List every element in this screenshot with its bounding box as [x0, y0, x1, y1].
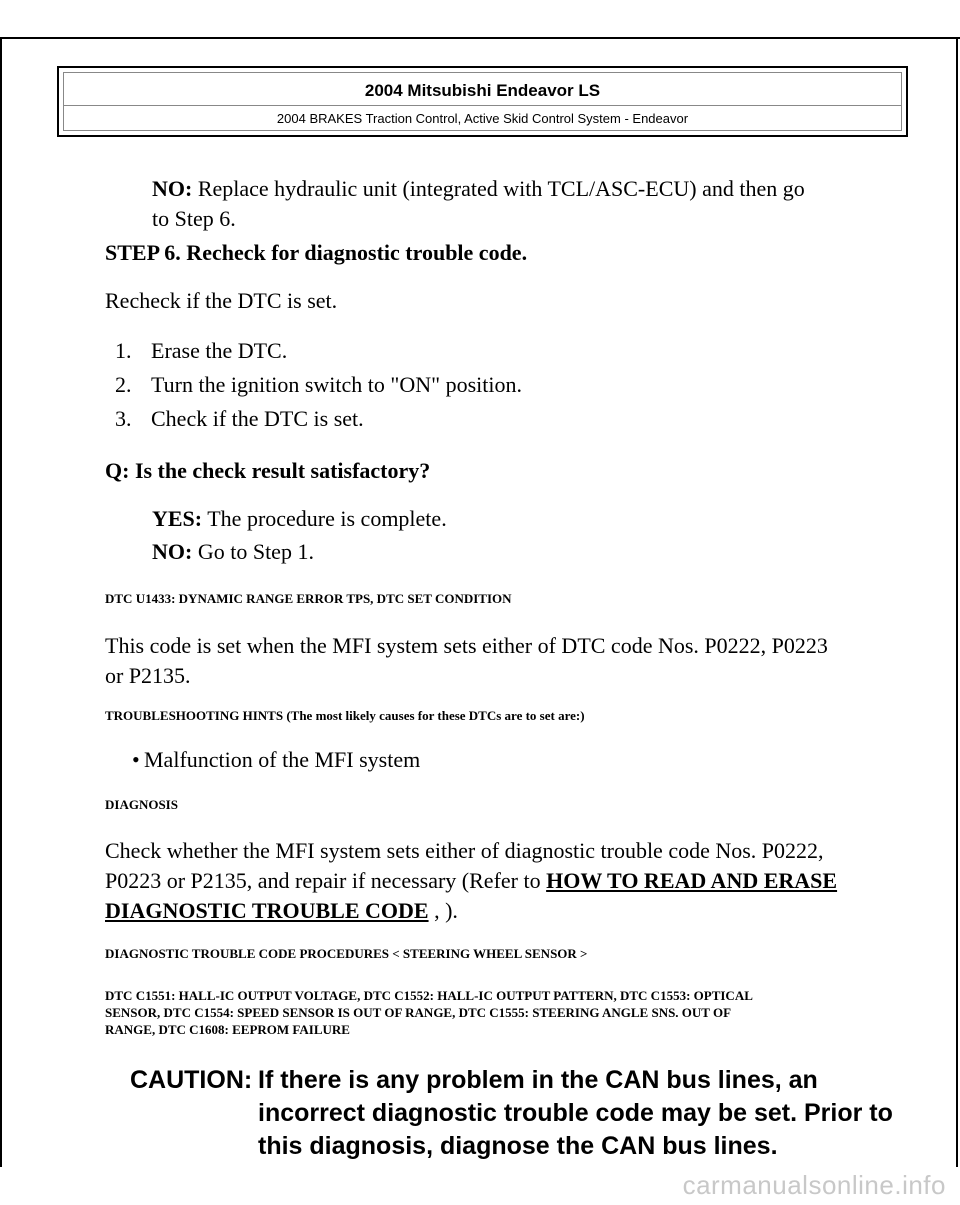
diagnosis-paragraph-line-1: Check whether the MFI system sets either of diagnostic trouble code Nos. P0222,: [105, 838, 824, 863]
caution-line-2: incorrect diagnostic trouble code may be set. Prior to: [258, 1099, 893, 1127]
step-item-1: [115, 338, 288, 364]
no-label: NO:: [152, 539, 193, 564]
diagnosis-heading: DIAGNOSIS: [105, 797, 178, 812]
bullet-item: [132, 747, 421, 773]
yes-label: YES:: [152, 506, 203, 531]
step-item-2: [115, 372, 523, 398]
diagnosis-paragraph-text: P0223 or P2135, and repair if necessary (Refer to: [105, 868, 541, 893]
step-item-3: [115, 406, 364, 432]
step-number: 3.: [115, 406, 132, 431]
yes-text: The procedure is complete.: [207, 506, 447, 531]
step-text: Check if the DTC is set.: [151, 406, 364, 431]
document-header: [57, 66, 908, 137]
caution-line-1: If there is any problem in the CAN bus lines, an: [258, 1066, 818, 1094]
dtc-u1433-heading: DTC U1433: DYNAMIC RANGE ERROR TPS, DTC SET CONDITION: [105, 591, 512, 606]
diagnosis-paragraph-line-3: [105, 898, 458, 924]
page-frame-right: [956, 37, 958, 1167]
no-text: Go to Step 1.: [197, 539, 314, 564]
step-text: Erase the DTC.: [151, 338, 288, 363]
caution-line-3: this diagnosis, diagnose the CAN bus lines.: [258, 1132, 778, 1160]
dtc-c1551-heading-line-1: DTC C1551: HALL-IC OUTPUT VOLTAGE, DTC C1552: HALL-IC OUTPUT PATTERN, DTC C1553: OPTICAL: [105, 988, 753, 1003]
caution-body: [258, 1064, 958, 1163]
no-answer-line-2: to Step 6.: [152, 206, 236, 231]
procedures-heading: DIAGNOSTIC TROUBLE CODE PROCEDURES < STEERING WHEEL SENSOR >: [105, 946, 588, 961]
u1433-paragraph-line-2: or P2135.: [105, 663, 191, 688]
troubleshooting-hints-heading: TROUBLESHOOTING HINTS (The most likely causes for these DTCs are to set are:): [105, 708, 585, 723]
no-label: NO:: [152, 176, 193, 201]
dtc-c1551-heading-line-3: RANGE, DTC C1608: EEPROM FAILURE: [105, 1022, 350, 1037]
diagnosis-paragraph-line-2: [105, 868, 837, 894]
page-frame-top: [0, 37, 960, 39]
step-text: Turn the ignition switch to "ON" position.: [151, 372, 523, 397]
bullet-text: Malfunction of the MFI system: [144, 747, 421, 772]
bullet-icon: •: [132, 747, 140, 772]
diagnostic-trouble-code-link[interactable]: DIAGNOSTIC TROUBLE CODE: [105, 898, 429, 923]
header-inner-frame: [63, 72, 902, 131]
diagnosis-paragraph-end: , ).: [428, 898, 458, 923]
header-title: 2004 Mitsubishi Endeavor LS: [64, 77, 901, 106]
how-to-read-erase-link[interactable]: HOW TO READ AND ERASE: [546, 868, 838, 893]
site-watermark: carmanualsonline.info: [682, 1170, 946, 1200]
no-answer-2: [152, 539, 314, 565]
recheck-text: Recheck if the DTC is set.: [105, 288, 338, 313]
step-number: 1.: [115, 338, 132, 363]
yes-answer: [152, 506, 447, 532]
step6-heading: STEP 6. Recheck for diagnostic trouble code.: [105, 240, 528, 265]
caution-label: CAUTION:: [130, 1066, 253, 1094]
step-number: 2.: [115, 372, 132, 397]
no-answer-line-1: [152, 176, 805, 202]
check-question: Q: Is the check result satisfactory?: [105, 458, 431, 483]
page-frame-left: [0, 37, 2, 1167]
no-answer-text: Replace hydraulic unit (integrated with TCL/ASC-ECU) and then go: [197, 176, 805, 201]
u1433-paragraph-line-1: This code is set when the MFI system sets either of DTC code Nos. P0222, P0223: [105, 633, 828, 658]
dtc-c1551-heading-line-2: SENSOR, DTC C1554: SPEED SENSOR IS OUT OF RANGE, DTC C1555: STEERING ANGLE SNS. OUT OF: [105, 1005, 732, 1020]
header-subtitle: 2004 BRAKES Traction Control, Active Skid Control System - Endeavor: [276, 111, 689, 126]
